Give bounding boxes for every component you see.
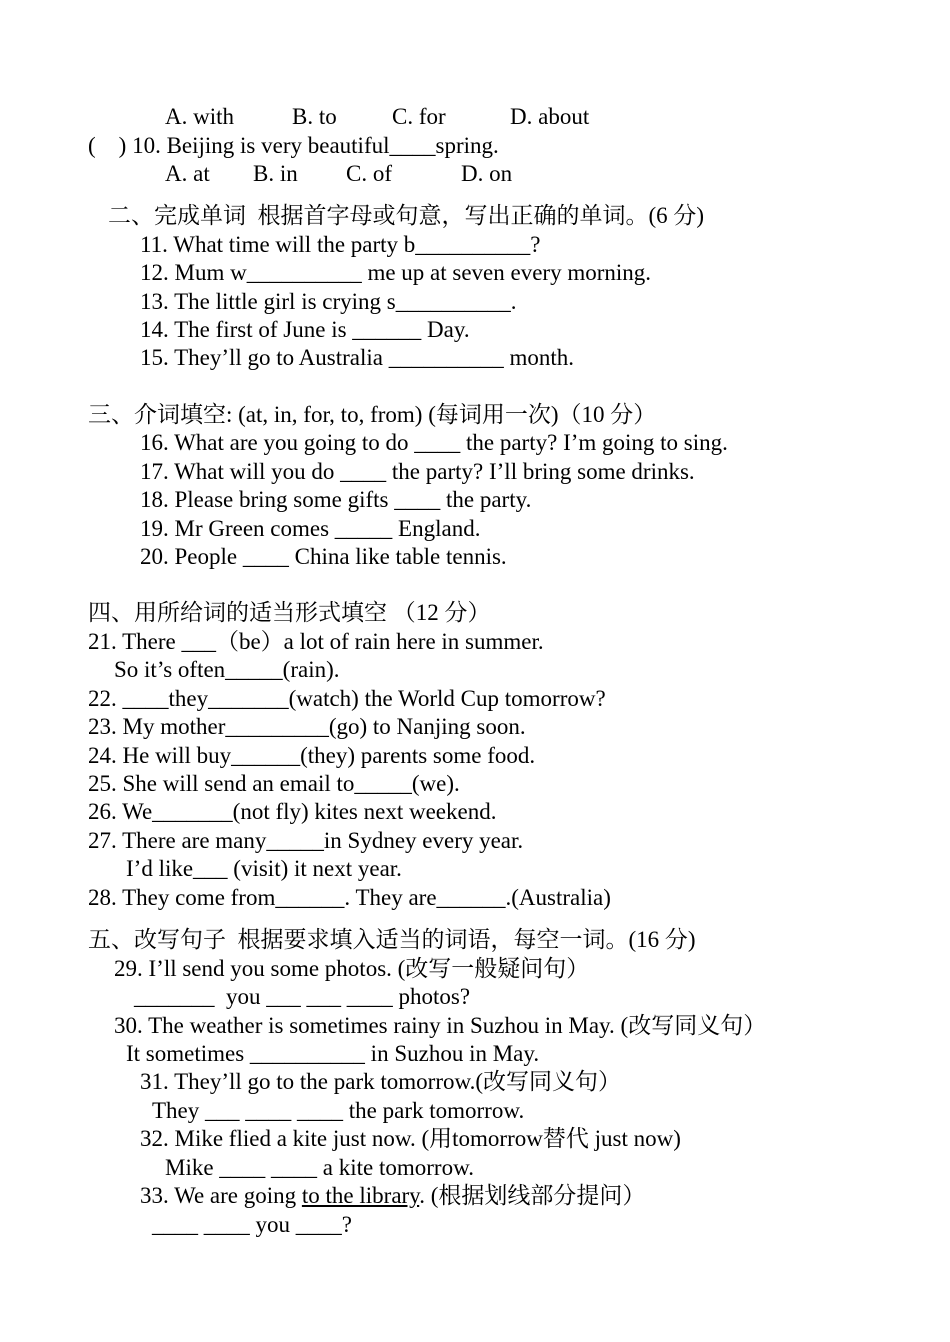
answer-line: Mike ____ ____ a kite tomorrow. <box>165 1155 474 1180</box>
question-item: 24. He will buy______(they) parents some food. <box>88 743 536 768</box>
question-item: 27. There are many_____in Sydney every year. <box>88 828 524 853</box>
question-item: 28. They come from______. They are______.(Australia) <box>88 885 611 910</box>
question-item: 16. What are you going to do ____ the party? I’m going to sing. <box>140 430 728 455</box>
question-item: 21. There ___（be）a lot of rain here in summer. <box>88 629 544 654</box>
q10-option-d: D. on <box>461 161 513 186</box>
answer-line: ____ ____ you ____? <box>152 1212 352 1237</box>
question-item: 17. What will you do ____ the party? I’ll bring some drinks. <box>140 459 695 484</box>
question-item: 22. ____they_______(watch) the World Cup tomorrow? <box>88 686 606 711</box>
section4-heading: 四、用所给词的适当形式填空 （12 分） <box>88 600 491 625</box>
question-item: 23. My mother_________(go) to Nanjing soon. <box>88 714 526 739</box>
question-item: 12. Mum w__________ me up at seven every morning. <box>140 260 652 285</box>
section5-heading: 五、改写句子 根据要求填入适当的词语，每空一词。(16 分) <box>88 927 696 952</box>
q10-text: ( ) 10. Beijing is very beautiful____spring. <box>88 133 499 158</box>
q10-option-a: A. at <box>165 161 210 186</box>
q9-option-a: A. with <box>165 104 234 129</box>
q10-option-c: C. of <box>346 161 392 186</box>
q33-underlined: to the library <box>301 1183 420 1208</box>
q10-option-b: B. in <box>253 161 298 186</box>
q33-suffix: . (根据划线部分提问） <box>419 1183 646 1208</box>
question-item: 11. What time will the party b__________? <box>140 232 541 257</box>
question-item: 29. I’ll send you some photos. (改写一般疑问句） <box>114 956 590 981</box>
question-item: 20. People ____ China like table tennis. <box>140 544 507 569</box>
question-item: 32. Mike flied a kite just now. (用tomorrow替代 just now) <box>140 1126 681 1151</box>
question-item <box>140 1182 645 1210</box>
answer-line: _______ you ___ ___ ____ photos? <box>134 984 471 1009</box>
question-item: 18. Please bring some gifts ____ the party. <box>140 487 532 512</box>
question-item: 13. The little girl is crying s__________. <box>140 289 517 314</box>
q9-option-d: D. about <box>510 104 590 129</box>
question-item: 15. They’ll go to Australia __________ month. <box>140 345 574 370</box>
section3-heading: 三、介词填空: (at, in, for, to, from) (每词用一次)（10 分） <box>88 402 657 427</box>
q9-option-c: C. for <box>392 104 446 129</box>
q9-option-b: B. to <box>292 104 337 129</box>
question-item: 19. Mr Green comes _____ England. <box>140 516 481 541</box>
section2-heading: 二、完成单词 根据首字母或句意，写出正确的单词。(6 分) <box>108 203 705 228</box>
question-item: 26. We_______(not fly) kites next weekend. <box>88 799 497 824</box>
question-item: I’d like___ (visit) it next year. <box>126 856 402 881</box>
answer-line: It sometimes __________ in Suzhou in May. <box>126 1041 540 1066</box>
question-item: 25. She will send an email to_____(we). <box>88 771 460 796</box>
question-item: 14. The first of June is ______ Day. <box>140 317 470 342</box>
question-item: 31. They’ll go to the park tomorrow.(改写同义句） <box>140 1069 622 1094</box>
question-item: So it’s often_____(rain). <box>114 657 340 682</box>
question-item: 30. The weather is sometimes rainy in Suzhou in May. (改写同义句） <box>114 1013 767 1038</box>
q33-prefix: 33. We are going <box>140 1183 302 1208</box>
answer-line: They ___ ____ ____ the park tomorrow. <box>152 1098 525 1123</box>
